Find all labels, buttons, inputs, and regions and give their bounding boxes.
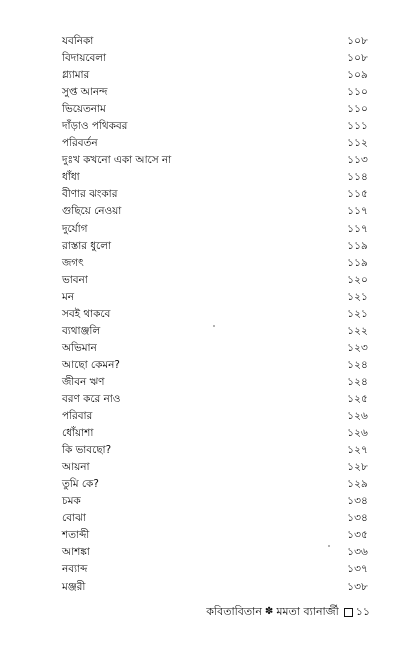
toc-page-number: ১২৫ <box>347 392 368 405</box>
toc-row <box>62 203 368 220</box>
toc-title: চমক <box>62 495 81 508</box>
toc-title: বিদায়বেলা <box>62 52 107 65</box>
toc-page-number: ১১২ <box>347 137 368 150</box>
toc-row <box>62 408 368 425</box>
toc-row <box>62 33 368 50</box>
toc-page-number: ১২৪ <box>347 358 368 371</box>
toc-row <box>62 374 368 391</box>
toc-title: যবনিকা <box>62 35 94 47</box>
toc-page-number: ১১৪ <box>347 171 368 184</box>
toc-page-number: ১২৩ <box>347 341 368 354</box>
toc-page-number: ১২০ <box>347 273 368 286</box>
toc-row <box>62 527 368 544</box>
paper-speck <box>213 325 215 327</box>
toc-row <box>62 289 368 306</box>
toc-row <box>62 186 368 203</box>
toc-page-number: ১৩৭ <box>347 563 368 576</box>
toc-title: নব্যাব্দ <box>62 563 88 576</box>
toc-page-number: ১১০ <box>347 86 368 99</box>
toc-row <box>62 50 368 67</box>
toc-row <box>62 493 368 510</box>
toc-row <box>62 357 368 374</box>
toc-title: ভিয়েতনাম <box>62 103 106 116</box>
toc-row <box>62 118 368 135</box>
toc-title: তুমি কে? <box>62 478 99 491</box>
toc-title: বরণ করে নাও <box>62 392 121 405</box>
toc-title: বোঝা <box>62 512 86 525</box>
toc-page-number: ১২১ <box>347 290 368 303</box>
toc-title: সুপ্ত আনন্দ <box>62 86 108 99</box>
toc-row <box>62 255 368 272</box>
toc-page-number: ১০৯ <box>347 69 368 82</box>
page-number: ১১ <box>355 605 370 618</box>
toc-title: আছো কেমন? <box>62 358 120 371</box>
toc-title: আয়না <box>62 461 90 474</box>
toc-page-number: ১১৫ <box>347 188 368 201</box>
toc-row <box>62 579 368 596</box>
toc-page-number: ১১৭ <box>347 205 368 218</box>
toc-row <box>62 561 368 578</box>
toc-title: ভাবনা <box>62 273 88 286</box>
page-footer <box>206 604 370 620</box>
toc-page-number: ১১৩ <box>347 154 368 167</box>
toc-row <box>62 152 368 169</box>
author-name: মমতা ব্যানার্জী <box>276 605 339 618</box>
toc-page-number: ১২৭ <box>347 444 368 457</box>
toc-row <box>62 135 368 152</box>
toc-page-number: ১২৬ <box>347 427 368 440</box>
toc-title: সবই থাকবে <box>62 307 111 320</box>
toc-page-number: ১৩৪ <box>347 495 368 508</box>
toc-title: মন <box>62 290 74 303</box>
toc-title: দাঁড়াও পথিকবর <box>62 120 128 133</box>
toc-page-number: ১৩৬ <box>347 546 368 559</box>
toc-page-number: ১৩৫ <box>347 529 368 542</box>
toc-row <box>62 238 368 255</box>
toc-page-number: ১০৮ <box>347 52 368 65</box>
toc-row <box>62 340 368 357</box>
toc-page-number: ১২৪ <box>347 375 368 388</box>
toc-row <box>62 476 368 493</box>
toc-title: পরিবার <box>62 410 93 423</box>
toc-page-number: ১১১ <box>347 120 368 133</box>
toc-page-number: ১১৯ <box>347 256 368 269</box>
table-of-contents <box>62 33 368 596</box>
toc-title: কি ভাবছো? <box>62 444 112 457</box>
toc-row <box>62 101 368 118</box>
book-title: কবিতাবিতান <box>206 605 262 618</box>
toc-page-number: ১২৮ <box>347 461 368 474</box>
paper-speck <box>328 545 330 547</box>
toc-row <box>62 459 368 476</box>
toc-title: পরিবর্তন <box>62 137 98 150</box>
toc-row <box>62 544 368 561</box>
toc-page-number: ১১৯ <box>347 239 368 252</box>
toc-row <box>62 323 368 340</box>
toc-title: জগৎ <box>62 256 84 269</box>
toc-row <box>62 306 368 323</box>
toc-page-number: ১০৮ <box>347 35 368 47</box>
toc-title: দুঃখ কখনো একা আসে না <box>62 154 172 167</box>
toc-title: গ্ল্যামার <box>62 69 90 82</box>
toc-page-number: ১২৯ <box>347 478 368 491</box>
toc-row <box>62 67 368 84</box>
toc-title: শতাব্দী <box>62 529 90 542</box>
flower-ornament-icon: ✽ <box>264 606 274 617</box>
toc-row <box>62 169 368 186</box>
toc-page-number: ১১০ <box>347 103 368 116</box>
toc-row <box>62 272 368 289</box>
toc-title: গুছিয়ে নেওয়া <box>62 205 122 218</box>
toc-page-number: ১২৬ <box>347 410 368 423</box>
toc-title: ধোঁয়াশা <box>62 427 94 440</box>
toc-title: আশঙ্কা <box>62 546 90 559</box>
toc-page-number: ১২২ <box>347 324 368 337</box>
toc-row <box>62 221 368 238</box>
toc-title: মঞ্জরী <box>62 580 86 593</box>
toc-row <box>62 510 368 527</box>
toc-title: রাস্তার ধুলো <box>62 239 111 252</box>
toc-page-number: ১৩৮ <box>347 580 368 593</box>
toc-title: বীণার ঝংকার <box>62 188 118 201</box>
square-ornament-icon <box>344 608 353 617</box>
toc-row <box>62 84 368 101</box>
toc-title: অভিমান <box>62 341 97 354</box>
toc-row <box>62 425 368 442</box>
toc-page-number: ১২১ <box>347 307 368 320</box>
toc-title: ব্যথাঞ্জলি <box>62 324 101 337</box>
toc-title: ধাঁধা <box>62 171 80 184</box>
toc-row <box>62 391 368 408</box>
toc-page-number: ১১৭ <box>347 222 368 235</box>
toc-row <box>62 442 368 459</box>
toc-title: জীবন ঋণ <box>62 375 105 388</box>
toc-page-number: ১৩৪ <box>347 512 368 525</box>
toc-title: দুর্যোগ <box>62 222 88 235</box>
